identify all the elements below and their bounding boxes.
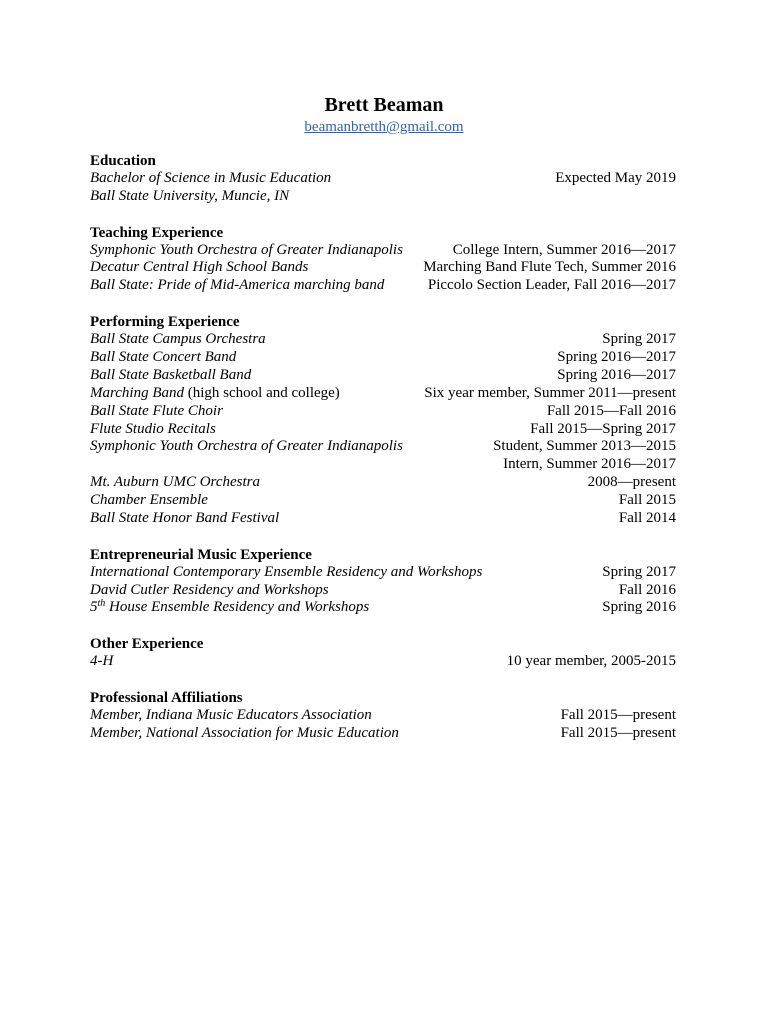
section-heading: Other Experience [90, 636, 204, 653]
entry-title: Bachelor of Science in Music Education [90, 170, 332, 186]
entry-row [90, 474, 676, 492]
section-affiliations [90, 689, 676, 743]
entry-detail: 10 year member, 2005-2015 [506, 653, 676, 670]
section-heading: Education [90, 153, 156, 169]
entry-title: Ball State University, Muncie, IN [90, 187, 290, 204]
entry-title: Ball State Honor Band Festival [90, 509, 280, 526]
entry-row [90, 653, 676, 671]
section-heading: Professional Affiliations [90, 689, 243, 706]
entry-detail: Intern, Summer 2016—2017 [503, 456, 676, 473]
entry-detail: Marching Band Flute Tech, Summer 2016 [423, 259, 676, 276]
entry-detail: Fall 2016 [618, 581, 676, 598]
entry-title: Chamber Ensemble [90, 492, 208, 509]
entry-row [90, 707, 676, 725]
entry-title: Ball State Campus Orchestra [90, 331, 266, 348]
ordinal-suffix: th [97, 598, 106, 610]
entry-detail: Fall 2015 [618, 492, 676, 509]
entry-row [90, 492, 676, 510]
entry-row [90, 403, 676, 421]
entry-detail: 2008—present [587, 474, 676, 491]
entry-detail: Fall 2015—Fall 2016 [546, 402, 676, 419]
entry-detail: Fall 2014 [618, 509, 676, 526]
entry-row [90, 331, 676, 349]
resume-body [90, 152, 676, 760]
entry-row [90, 188, 676, 206]
entry-row [90, 438, 676, 456]
entry-title-note: (high school and college) [184, 384, 340, 401]
section-education [90, 152, 676, 206]
section-performing [90, 313, 676, 528]
entry-detail: College Intern, Summer 2016—2017 [452, 241, 676, 258]
section-teaching [90, 224, 676, 296]
entry-title: 4-H [90, 653, 114, 670]
entry-row [90, 349, 676, 367]
entry-row [90, 456, 676, 474]
entry-title-group [90, 385, 340, 403]
entry-title: Ball State: Pride of Mid-America marching band [90, 277, 385, 294]
entry-title: Marching Band [90, 384, 185, 401]
entry-title: Symphonic Youth Orchestra of Greater Indianapolis [90, 438, 403, 455]
ordinal-number: 5 [90, 599, 98, 616]
entry-detail: Student, Summer 2013—2015 [493, 438, 676, 455]
section-heading: Performing Experience [90, 314, 240, 331]
entry-title: Member, National Association for Music Education [90, 724, 399, 741]
entry-title: Decatur Central High School Bands [90, 259, 309, 276]
entry-detail: Fall 2015—present [560, 706, 676, 723]
entry-row [90, 259, 676, 277]
entry-detail: Piccolo Section Leader, Fall 2016—2017 [427, 277, 676, 294]
resume-header [0, 92, 768, 136]
entry-detail: Fall 2015—present [560, 724, 676, 741]
section-heading: Teaching Experience [90, 224, 224, 241]
entry-row [90, 564, 676, 582]
section-heading: Entrepreneurial Music Experience [90, 546, 312, 563]
section-entrepreneurial [90, 546, 676, 618]
email-link[interactable]: beamanbretth@gmail.com [304, 119, 464, 135]
entry-detail: Fall 2015—Spring 2017 [530, 420, 676, 437]
entry-row [90, 510, 676, 528]
entry-title: Mt. Auburn UMC Orchestra [90, 474, 260, 491]
entry-title: Member, Indiana Music Educators Association [90, 706, 372, 723]
entry-detail: Six year member, Summer 2011—present [424, 384, 676, 401]
entry-row [90, 170, 676, 188]
entry-row [90, 599, 676, 617]
entry-title: Ball State Flute Choir [90, 402, 223, 419]
entry-title: Flute Studio Recitals [90, 420, 216, 437]
entry-title: David Cutler Residency and Workshops [90, 581, 329, 598]
entry-detail: Spring 2017 [602, 331, 676, 348]
entry-title: House Ensemble Residency and Workshops [105, 599, 370, 616]
entry-detail: Spring 2017 [602, 563, 676, 580]
entry-title-group [90, 599, 369, 617]
entry-detail: Spring 2016 [602, 599, 676, 616]
entry-row [90, 421, 676, 439]
entry-detail: Expected May 2019 [555, 170, 676, 186]
entry-row [90, 242, 676, 260]
entry-title: Ball State Basketball Band [90, 366, 252, 383]
entry-row [90, 367, 676, 385]
section-other [90, 635, 676, 671]
entry-title: Ball State Concert Band [90, 348, 237, 365]
entry-row [90, 277, 676, 295]
entry-row [90, 582, 676, 600]
entry-title: Symphonic Youth Orchestra of Greater Indianapolis [90, 241, 403, 258]
entry-detail: Spring 2016—2017 [557, 366, 676, 383]
entry-row [90, 385, 676, 403]
candidate-name: Brett Beaman [324, 94, 444, 116]
entry-detail: Spring 2016—2017 [557, 348, 676, 365]
entry-title: International Contemporary Ensemble Residency and Workshops [90, 563, 483, 580]
entry-row [90, 725, 676, 743]
